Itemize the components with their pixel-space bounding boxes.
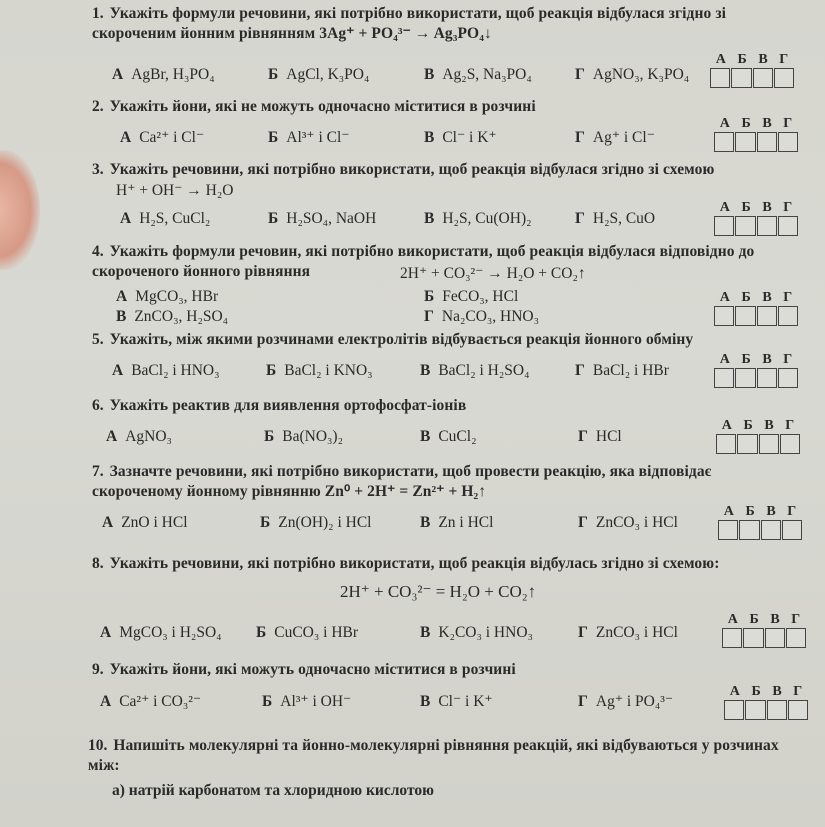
answer-letter: А xyxy=(721,418,732,433)
answer-checkbox[interactable] xyxy=(739,520,759,540)
answer-checkbox[interactable] xyxy=(722,628,742,648)
question-1 xyxy=(92,4,802,44)
answer-letter: А xyxy=(729,684,740,699)
answer-letter: А xyxy=(723,504,734,519)
option-6c[interactable]: В CuCl₂ xyxy=(420,428,477,445)
answer-checkbox[interactable] xyxy=(786,628,806,648)
answer-letter: Б xyxy=(741,116,751,131)
option-3b[interactable]: Б H₂SO₄, NaOH xyxy=(268,210,377,227)
answer-boxes[interactable] xyxy=(716,434,800,454)
answer-checkbox[interactable] xyxy=(724,700,744,720)
answer-checkbox[interactable] xyxy=(759,434,779,454)
thumb-shadow xyxy=(0,150,40,270)
option-5d[interactable]: Г BaCl₂ і HBr xyxy=(575,362,669,379)
answer-checkbox[interactable] xyxy=(778,368,798,388)
answer-grid-9[interactable] xyxy=(724,684,808,720)
formula-3: H⁺ + OH⁻ → H₂O xyxy=(116,182,234,199)
answer-boxes[interactable] xyxy=(724,700,808,720)
question-3: 3. Укажіть речовини, які потрібно використати, щоб реакція відбулася згідно зі схемою xyxy=(92,161,715,178)
answer-checkbox[interactable] xyxy=(778,216,798,236)
answer-letter: А xyxy=(719,352,730,367)
answer-boxes[interactable] xyxy=(714,368,798,388)
answer-letter: Г xyxy=(787,504,797,519)
option-2a[interactable]: А Ca²⁺ і Cl⁻ xyxy=(120,129,205,146)
option-1c[interactable]: В Ag₂S, Na₃PO₄ xyxy=(424,66,532,83)
option-1d[interactable]: Г AgNO₃, K₃PO₄ xyxy=(575,66,690,83)
answer-checkbox[interactable] xyxy=(718,520,738,540)
answer-checkbox[interactable] xyxy=(757,368,777,388)
option-9c[interactable]: В Cl⁻ і K⁺ xyxy=(420,693,493,710)
option-1b[interactable]: Б AgCl, K₃PO₄ xyxy=(268,66,370,83)
answer-checkbox[interactable] xyxy=(774,68,794,88)
answer-checkbox[interactable] xyxy=(714,132,734,152)
option-9a[interactable]: А Ca²⁺ і CO₃²⁻ xyxy=(100,693,202,710)
answer-letter: Б xyxy=(745,504,755,519)
answer-letter: Б xyxy=(741,200,751,215)
answer-letter: Г xyxy=(779,52,789,67)
answer-letter: А xyxy=(719,200,730,215)
answer-checkbox[interactable] xyxy=(778,306,798,326)
question-4: 4. Укажіть формули речовин, які потрібно використати, щоб реакція відбулася відповідно до скороченого йонного рівняння xyxy=(92,243,755,280)
answer-grid-6[interactable] xyxy=(716,418,800,454)
answer-checkbox[interactable] xyxy=(782,520,802,540)
answer-checkbox[interactable] xyxy=(731,68,751,88)
question-10-item-a: а) натрій карбонатом та хлоридною кислотою xyxy=(112,782,434,799)
answer-letter: Г xyxy=(793,684,803,699)
answer-letters xyxy=(714,200,798,216)
answer-grid-4[interactable] xyxy=(714,290,798,326)
answer-letters xyxy=(718,504,802,520)
answer-boxes[interactable] xyxy=(714,132,798,152)
answer-boxes[interactable] xyxy=(710,68,794,88)
option-5a[interactable]: А BaCl₂ і HNO₃ xyxy=(112,362,220,379)
option-3a[interactable]: А H₂S, CuCl₂ xyxy=(120,210,211,227)
answer-checkbox[interactable] xyxy=(778,132,798,152)
answer-letter: Б xyxy=(741,290,751,305)
answer-grid-3[interactable] xyxy=(714,200,798,236)
answer-letters xyxy=(716,418,800,434)
answer-letter: В xyxy=(766,504,776,519)
answer-checkbox[interactable] xyxy=(735,368,755,388)
formula-8: 2H⁺ + CO₃²⁻ = H₂O + CO₂↑ xyxy=(340,582,537,601)
answer-checkbox[interactable] xyxy=(735,132,755,152)
answer-boxes[interactable] xyxy=(714,216,798,236)
question-6: 6. Укажіть реактив для виявлення ортофосфат-іонів xyxy=(92,397,467,414)
option-4d[interactable]: Г Na₂CO₃, HNO₃ xyxy=(424,308,540,325)
answer-letter: В xyxy=(762,116,772,131)
answer-checkbox[interactable] xyxy=(757,216,777,236)
answer-checkbox[interactable] xyxy=(737,434,757,454)
option-3d[interactable]: Г H₂S, CuO xyxy=(575,210,656,227)
answer-checkbox[interactable] xyxy=(735,216,755,236)
answer-letter: В xyxy=(772,684,782,699)
answer-grid-8[interactable] xyxy=(722,612,806,648)
question-8: 8. Укажіть речовини, які потрібно використати, щоб реакція відбулась згідно зі схемою: xyxy=(92,555,720,572)
answer-checkbox[interactable] xyxy=(757,132,777,152)
option-5b[interactable]: Б BaCl₂ і KNO₃ xyxy=(266,362,373,379)
answer-grid-7[interactable] xyxy=(718,504,802,540)
answer-checkbox[interactable] xyxy=(767,700,787,720)
answer-checkbox[interactable] xyxy=(765,628,785,648)
answer-letter: В xyxy=(758,52,768,67)
answer-grid-5[interactable] xyxy=(714,352,798,388)
answer-boxes[interactable] xyxy=(722,628,806,648)
question-text: Укажіть формули речовини, які потрібно використати, щоб реакція відбулася згідно зі скороченим йонним рівнянням 3Ag⁺ + PO₄³⁻ → Ag₃PO₄↓ xyxy=(92,5,727,42)
option-2d[interactable]: Г Ag⁺ і Cl⁻ xyxy=(575,129,655,146)
answer-letter: А xyxy=(727,612,738,627)
option-6d[interactable]: Г HCl xyxy=(578,428,622,445)
answer-letter: Б xyxy=(741,352,751,367)
answer-letter: Г xyxy=(783,200,793,215)
answer-letter: В xyxy=(764,418,774,433)
answer-letter: В xyxy=(762,200,772,215)
answer-letters xyxy=(724,684,808,700)
option-9d[interactable]: Г Ag⁺ і PO₄³⁻ xyxy=(578,693,674,710)
answer-letter: В xyxy=(770,612,780,627)
question-7: 7. Зазначте речовини, які потрібно використати, щоб провести реакцію, яка відповідає скороченому йонному рівнянню Zn⁰ + 2H⁺ = Zn²⁺ + H₂↑ xyxy=(92,463,712,500)
answer-checkbox[interactable] xyxy=(716,434,736,454)
answer-letters xyxy=(714,290,798,306)
option-3c[interactable]: В H₂S, Cu(OH)₂ xyxy=(424,210,532,227)
answer-checkbox[interactable] xyxy=(714,216,734,236)
option-2c[interactable]: В Cl⁻ і K⁺ xyxy=(424,129,497,146)
option-7b[interactable]: Б Zn(OH)₂ і HCl xyxy=(260,514,372,531)
answer-letter: А xyxy=(715,52,726,67)
answer-letter: Г xyxy=(785,418,795,433)
question-10: 10. Напишіть молекулярні та йонно-молекулярні рівняння реакцій, які відбуваються у розчинах між: xyxy=(88,737,779,774)
question-2: 2. Укажіть йони, які не можуть одночасно міститися в розчині xyxy=(92,98,536,115)
option-9b[interactable]: Б Al³⁺ і OH⁻ xyxy=(262,693,352,710)
option-8c[interactable]: В K₂CO₃ і HNO₃ xyxy=(420,624,533,641)
answer-boxes[interactable] xyxy=(714,306,798,326)
answer-letter: А xyxy=(719,116,730,131)
option-6a[interactable]: А AgNO₃ xyxy=(106,428,172,445)
option-6b[interactable]: Б Ba(NO₃)₂ xyxy=(264,428,343,445)
answer-checkbox[interactable] xyxy=(714,368,734,388)
answer-letters xyxy=(714,352,798,368)
answer-letter: В xyxy=(762,352,772,367)
option-2b[interactable]: Б Al³⁺ і Cl⁻ xyxy=(268,129,350,146)
answer-grid-2[interactable] xyxy=(714,116,798,152)
answer-checkbox[interactable] xyxy=(745,700,765,720)
answer-letter: А xyxy=(719,290,730,305)
option-8d[interactable]: Г ZnCO₃ і HCl xyxy=(578,624,678,641)
option-7c[interactable]: В Zn і HCl xyxy=(420,514,494,531)
answer-letter: Г xyxy=(791,612,801,627)
option-4c[interactable]: В ZnCO₃, H₂SO₄ xyxy=(116,308,229,325)
question-number: 1. xyxy=(92,5,104,22)
answer-checkbox[interactable] xyxy=(753,68,773,88)
answer-letter: В xyxy=(762,290,772,305)
answer-checkbox[interactable] xyxy=(735,306,755,326)
option-4b[interactable]: Б FeCO₃, HCl xyxy=(424,288,519,305)
answer-checkbox[interactable] xyxy=(710,68,730,88)
option-8a[interactable]: А MgCO₃ і H₂SO₄ xyxy=(100,624,222,641)
answer-letter: Б xyxy=(743,418,753,433)
option-8b[interactable]: Б CuCO₃ і HBr xyxy=(256,624,359,641)
answer-letter: Г xyxy=(783,352,793,367)
option-5c[interactable]: В BaCl₂ і H₂SO₄ xyxy=(420,362,530,379)
answer-checkbox[interactable] xyxy=(714,306,734,326)
answer-letter: Г xyxy=(783,116,793,131)
answer-letter: Б xyxy=(751,684,761,699)
answer-grid-1[interactable] xyxy=(710,52,794,88)
option-7d[interactable]: Г ZnCO₃ і HCl xyxy=(578,514,678,531)
answer-letters xyxy=(714,116,798,132)
answer-checkbox[interactable] xyxy=(743,628,763,648)
answer-checkbox[interactable] xyxy=(757,306,777,326)
answer-letter: Г xyxy=(783,290,793,305)
formula-4: 2H⁺ + CO₃²⁻ → H₂O + CO₂↑ xyxy=(400,265,586,282)
option-7a[interactable]: А ZnO і HCl xyxy=(102,514,188,531)
answer-letters xyxy=(722,612,806,628)
answer-letter: Б xyxy=(737,52,747,67)
answer-checkbox[interactable] xyxy=(780,434,800,454)
question-5: 5. Укажіть, між якими розчинами електролітів відбувається реакція йонного обміну xyxy=(92,331,694,348)
answer-checkbox[interactable] xyxy=(761,520,781,540)
answer-letter: Б xyxy=(749,612,759,627)
answer-boxes[interactable] xyxy=(718,520,802,540)
answer-letters xyxy=(710,52,794,68)
question-9: 9. Укажіть йони, які можуть одночасно міститися в розчині xyxy=(92,661,516,678)
option-1a[interactable]: А AgBr, H₃PO₄ xyxy=(112,66,215,83)
option-4a[interactable]: А MgCO₃, HBr xyxy=(116,288,219,305)
answer-checkbox[interactable] xyxy=(788,700,808,720)
